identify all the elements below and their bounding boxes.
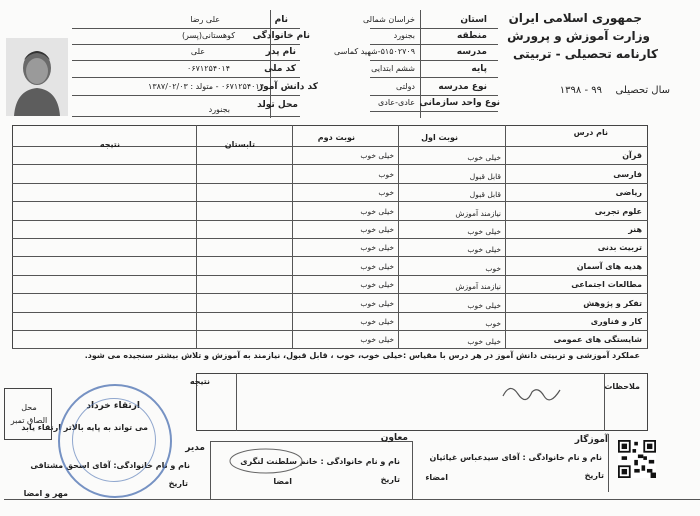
table-row	[12, 293, 648, 311]
row-first-term: خیلی خوب	[467, 337, 501, 347]
row-first-term: نیازمند آموزش	[455, 282, 501, 292]
school-seal-inner-ring	[72, 398, 156, 482]
header-subject: نام درس	[573, 128, 608, 137]
principal-name: نام و نام خانوادگی: آقای اسحق مشتاقی	[30, 461, 190, 470]
row-second-term: خیلی خوب	[360, 261, 394, 271]
header-summer: تابستان	[224, 140, 255, 149]
remarks-label: ملاحظات	[604, 382, 640, 391]
table-row	[12, 256, 648, 274]
row-first-term: خوب	[485, 263, 501, 273]
region-value: بجنورد	[393, 31, 415, 40]
row-subject: قرآن	[622, 151, 642, 161]
document-title: کارنامه تحصیلی - تربیتی	[513, 47, 658, 61]
table-row	[12, 238, 648, 256]
country-title: جمهوری اسلامی ایران	[508, 11, 642, 25]
principal-date-label: تاریخ	[168, 479, 188, 488]
result-label: نتیجه	[189, 377, 210, 386]
assistant-sign-label: امضا	[273, 477, 292, 486]
row-second-term: خیلی خوب	[360, 224, 394, 234]
header-result: نتیجه	[99, 140, 120, 149]
row-first-term: نیازمند آموزش	[455, 208, 501, 218]
row-second-term: خوب	[378, 169, 394, 179]
grade-label: پایه	[471, 64, 487, 74]
row-second-term: خیلی خوب	[360, 335, 394, 345]
row-subject: شایستگی های عمومی	[553, 335, 642, 345]
qr-code-icon	[618, 440, 656, 478]
father-name-value: علی	[190, 47, 205, 56]
remarks-handwriting	[498, 378, 568, 406]
remarks-box	[196, 373, 648, 431]
family-name-label: نام خانوادگی	[252, 31, 310, 41]
principal-title: مدیر	[185, 443, 205, 453]
table-row	[12, 183, 648, 201]
table-row	[12, 220, 648, 238]
row-second-term: خیلی خوب	[360, 151, 394, 161]
row-first-term: قابل قبول	[469, 171, 501, 181]
unit-type-label: نوع واحد سازمانی	[419, 98, 500, 108]
unit-type-value: عادی-عادی	[378, 98, 415, 107]
teacher-sign-label: امضاء	[425, 473, 448, 482]
row-second-term: خیلی خوب	[360, 298, 394, 308]
row-first-term: قابل قبول	[469, 190, 501, 200]
principal-sign-label: مهر و امضا	[23, 489, 68, 498]
row-first-term: خیلی خوب	[467, 226, 501, 236]
student-code-value: ۰۶۷۱۲۵۴۰۱۴ - متولد : ۱۳۸۷/۰۲/۰۳	[148, 82, 264, 91]
header-first-term: نوبت اول	[421, 133, 458, 142]
assistant-date-label: تاریخ	[380, 475, 400, 484]
header-second-term: نوبت دوم	[317, 133, 355, 142]
table-row	[12, 275, 648, 293]
row-first-term: خیلی خوب	[467, 245, 501, 255]
stamp-placeholder-label: محل الصاق تمبر	[10, 403, 48, 425]
province-label: استان	[460, 15, 487, 25]
row-subject: تفکر و پژوهش	[583, 298, 642, 308]
row-first-term: خیلی خوب	[467, 300, 501, 310]
teacher-title: آموزگار	[574, 435, 608, 445]
table-row	[12, 312, 648, 330]
row-subject: کار و فناوری	[590, 316, 642, 326]
teacher-date-label: تاریخ	[584, 471, 604, 480]
row-subject: هنر	[628, 224, 642, 234]
teacher-name: نام و نام خانوادگی : آقای سیدعباس غیاثیان	[429, 453, 602, 462]
grade-value: ششم ابتدایی	[371, 64, 415, 73]
table-row-divider	[12, 348, 648, 349]
school-type-value: دولتی	[396, 82, 415, 91]
father-name-label: نام پدر	[265, 47, 296, 57]
table-row	[12, 201, 648, 219]
ministry-title: وزارت آموزش و پرورش	[507, 29, 650, 43]
student-photo	[6, 38, 68, 116]
result-promotion-detail: می تواند به پایه بالاتر ارتقاء یابد	[21, 423, 148, 432]
table-row	[12, 164, 648, 182]
birthplace-label: محل تولد	[257, 100, 298, 110]
school-year-value: ۹۹ - ۱۳۹۸	[559, 85, 602, 96]
region-label: منطقه	[457, 31, 487, 41]
result-promotion: ارتقاء خرداد	[86, 401, 140, 411]
school-type-label: نوع مدرسه	[438, 82, 487, 92]
school-value: ۵۱۵۰۲۷۰۹-شهید کماسی	[333, 47, 415, 56]
assistant-title: معاون	[380, 433, 408, 443]
row-second-term: خیلی خوب	[360, 280, 394, 290]
row-second-term: خیلی خوب	[360, 206, 394, 216]
school-year-label: سال تحصیلی	[615, 85, 670, 96]
row-subject: ریاضی	[615, 188, 642, 198]
name-label: نام	[274, 15, 288, 25]
student-code-label: کد دانش آموز	[258, 82, 318, 92]
row-first-term: خوب	[485, 318, 501, 328]
row-subject: علوم تجربی	[594, 206, 642, 216]
name-value: علی رضا	[190, 15, 220, 24]
province-value: خراسان شمالی	[362, 15, 415, 24]
row-second-term: خیلی خوب	[360, 316, 394, 326]
assistant-signature	[226, 446, 306, 476]
row-subject: هدیه های آسمان	[576, 261, 642, 271]
school-label: مدرسه	[456, 47, 487, 57]
row-subject: مطالعات اجتماعی	[571, 280, 642, 290]
row-second-term: خیلی خوب	[360, 243, 394, 253]
row-first-term: خیلی خوب	[467, 153, 501, 163]
national-code-value: ۰۶۷۱۲۵۴۰۱۴	[187, 64, 230, 73]
grading-scale-note: عملکرد آموزشی و تربیتی دانش آموز در هر درس با مقیاس :خیلی خوب، خوب ، قابل قبول، نیازمند به آموزش و تلاش بیشتر سنجیده می شود.	[84, 351, 640, 360]
assistant-name: نام و نام خانوادگی : خانم سلطنت لنگری	[240, 457, 400, 466]
teacher-signature-box	[408, 441, 610, 493]
national-code-label: کد ملی	[264, 64, 296, 74]
table-row	[12, 330, 648, 348]
row-second-term: خوب	[378, 188, 394, 198]
family-name-value: کوهستانی(پسر)	[181, 31, 235, 40]
table-row	[12, 146, 648, 164]
row-subject: فارسی	[613, 169, 642, 179]
birthplace-value: بجنورد	[208, 105, 230, 114]
row-subject: تربیت بدنی	[597, 243, 642, 253]
